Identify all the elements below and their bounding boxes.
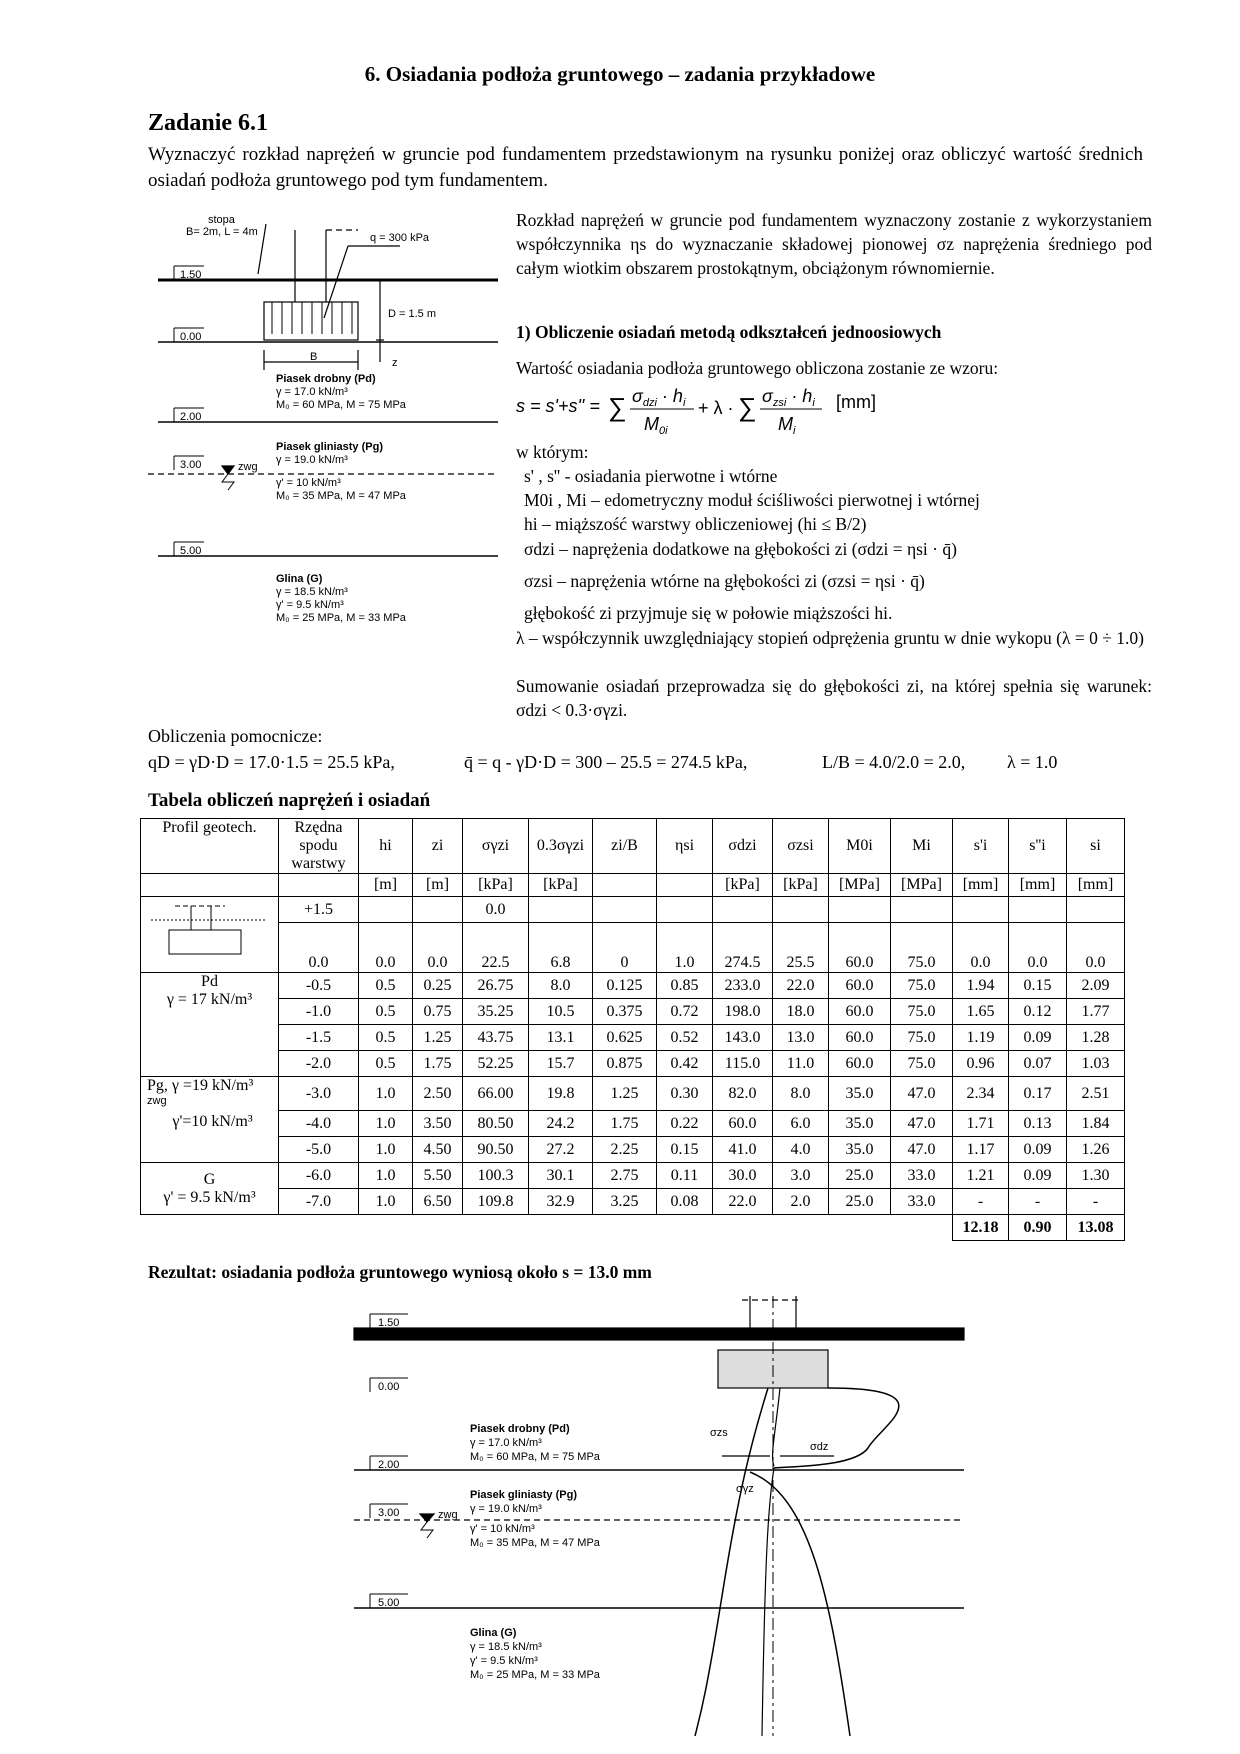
table-cell: 0.5 <box>359 973 413 999</box>
table-cell: 35.25 <box>463 999 529 1025</box>
table-cell: 1.0 <box>359 1189 413 1215</box>
soil1-gamma: γ = 17.0 kN/m³ <box>276 386 348 398</box>
table-row <box>141 1111 1125 1137</box>
level-1: 1.50 <box>180 269 202 281</box>
table-cell: 52.25 <box>463 1051 529 1077</box>
sigma-zs-label: σzs <box>710 1427 728 1439</box>
table-cell: 82.0 <box>713 1077 773 1111</box>
table-cell: 0.08 <box>657 1189 713 1215</box>
table-cell: 5.50 <box>413 1163 463 1189</box>
table-cell: 6.8 <box>529 923 593 973</box>
table-row <box>141 1137 1125 1163</box>
table-cell: -1.5 <box>279 1025 359 1051</box>
table-cell: 0.0 <box>1067 923 1125 973</box>
table-cell: 35.0 <box>829 1077 891 1111</box>
fig2-level-2: 0.00 <box>378 1381 400 1393</box>
table-cell: 1.26 <box>1067 1137 1125 1163</box>
table-cell: 0 <box>593 923 657 973</box>
table-cell: 25.5 <box>773 923 829 973</box>
header-cell: Profil geotech. <box>141 819 279 874</box>
soil2-mod: M₀ = 35 MPa, M = 47 MPa <box>276 490 406 502</box>
table-row <box>141 999 1125 1025</box>
fig2-soil1-gamma: γ = 17.0 kN/m³ <box>470 1437 542 1449</box>
fig2-soil2-gamma: γ = 19.0 kN/m³ <box>470 1503 542 1515</box>
table-cell: -0.5 <box>279 973 359 999</box>
table-cell: 32.9 <box>529 1189 593 1215</box>
table-cell: 2.09 <box>1067 973 1125 999</box>
sigma-gz-label: σγz <box>736 1483 754 1495</box>
fig2-soil2-mod: M₀ = 35 MPa, M = 47 MPa <box>470 1537 600 1549</box>
table-cell: 1.03 <box>1067 1051 1125 1077</box>
def-s: s' , s'' - osiadania pierwotne i wtórne <box>524 466 778 486</box>
header-cell: ηsi <box>657 819 713 874</box>
table-cell: 1.75 <box>593 1111 657 1137</box>
table-row <box>141 923 1125 973</box>
table-cell: 2.0 <box>773 1189 829 1215</box>
table-cell: 0.0 <box>413 923 463 973</box>
stress-distribution-figure <box>350 1296 970 1736</box>
unit-cell: [mm] <box>1009 874 1067 897</box>
table-cell: 0.0 <box>1009 923 1067 973</box>
table-cell: 22.0 <box>713 1189 773 1215</box>
table-cell: 0.15 <box>1009 973 1067 999</box>
table-cell: 30.1 <box>529 1163 593 1189</box>
table-cell: 60.0 <box>829 923 891 973</box>
table-cell: -2.0 <box>279 1051 359 1077</box>
table-cell: 1.25 <box>593 1077 657 1111</box>
table-cell: 13.1 <box>529 1025 593 1051</box>
unit-cell: [kPa] <box>529 874 593 897</box>
soil3-gamma: γ = 18.5 kN/m³ <box>276 586 348 598</box>
table-cell: 90.50 <box>463 1137 529 1163</box>
soil3-mod: M₀ = 25 MPa, M = 33 MPa <box>276 612 406 624</box>
table-cell: 33.0 <box>891 1163 953 1189</box>
table-cell: 0.75 <box>413 999 463 1025</box>
table-cell: 0.07 <box>1009 1051 1067 1077</box>
table-cell: 3.50 <box>413 1111 463 1137</box>
table-cell: 1.17 <box>953 1137 1009 1163</box>
table-cell: 1.28 <box>1067 1025 1125 1051</box>
unit-cell: [MPa] <box>891 874 953 897</box>
table-cell: -4.0 <box>279 1111 359 1137</box>
level-5: 5.00 <box>180 545 202 557</box>
table-cell: 43.75 <box>463 1025 529 1051</box>
profile-g-name: G <box>203 1170 216 1188</box>
table-header-row <box>141 819 1125 874</box>
fig2-soil3-mod: M₀ = 25 MPa, M = 33 MPa <box>470 1669 600 1681</box>
table-cell: 0.0 <box>279 923 359 973</box>
svg-text:∑: ∑ <box>738 392 757 422</box>
header-cell: zi/B <box>593 819 657 874</box>
table-caption: Tabela obliczeń naprężeń i osiadań <box>148 790 431 811</box>
formula-unit: [mm] <box>836 392 876 412</box>
header-cell: si <box>1067 819 1125 874</box>
table-total-row <box>141 1215 1125 1241</box>
table-cell: 22.0 <box>773 973 829 999</box>
fig2-soil3-gamma-prime: γ' = 9.5 kN/m³ <box>470 1655 538 1667</box>
table-cell: 0.42 <box>657 1051 713 1077</box>
table-row <box>141 1189 1125 1215</box>
result-text: Rezultat: osiadania podłoża gruntowego wyniosą około s = 13.0 mm <box>148 1262 652 1282</box>
profile-g <box>141 1163 279 1215</box>
table-cell: 0.30 <box>657 1077 713 1111</box>
svg-text:∑: ∑ <box>608 392 627 422</box>
table-cell: 233.0 <box>713 973 773 999</box>
header-cell: 0.3σγzi <box>529 819 593 874</box>
where-label: w którym: <box>516 442 589 462</box>
table-cell: -6.0 <box>279 1163 359 1189</box>
table-cell: 1.0 <box>359 1077 413 1111</box>
table-cell: 10.5 <box>529 999 593 1025</box>
method-heading: 1) Obliczenie osiadań metodą odkształceń jednoosiowych <box>516 322 942 342</box>
table-cell: 0.13 <box>1009 1111 1067 1137</box>
table-row <box>141 1163 1125 1189</box>
b-label: B <box>310 351 318 363</box>
header-cell: Rzędna spodu warstwy <box>279 819 359 874</box>
table-row <box>141 1025 1125 1051</box>
method-paragraph: Rozkład naprężeń w gruncie pod fundamentem wyznaczony zostanie z wykorzystaniem współczynnika ηs do wyznaczanie składowej pionowej σz naprężenia średniego pod całym wiotkim obszarem prostokątnym, obciążonym równomiernie. <box>516 210 1152 278</box>
def-depth: głębokość zi przyjmuje się w połowie miąższości hi. <box>524 603 893 623</box>
soil1-mod: M₀ = 60 MPa, M = 75 MPa <box>276 399 406 411</box>
table-cell: 109.8 <box>463 1189 529 1215</box>
fig2-level-3: 2.00 <box>378 1459 400 1471</box>
table-cell <box>413 897 463 923</box>
table-cell: 60.0 <box>829 1051 891 1077</box>
def-thickness: hi – miąższość warstwy obliczeniowej (hi ≤ B/2) <box>524 514 867 534</box>
table-cell: 60.0 <box>829 999 891 1025</box>
table-cell: 80.50 <box>463 1111 529 1137</box>
header-cell: M0i <box>829 819 891 874</box>
task-title: Zadanie 6.1 <box>148 110 269 136</box>
calc-table <box>140 818 1125 1241</box>
table-cell: 60.0 <box>829 973 891 999</box>
table-cell: 0.0 <box>359 923 413 973</box>
table-cell: 0.0 <box>463 897 529 923</box>
fig2-soil1-name: Piasek drobny (Pd) <box>470 1423 570 1435</box>
table-cell: 0.125 <box>593 973 657 999</box>
level-3: 2.00 <box>180 411 202 423</box>
table-cell: 19.8 <box>529 1077 593 1111</box>
table-cell: 22.5 <box>463 923 529 973</box>
svg-text:σdzi · hi: $\sigma_{dzi} \cdot h_i$ <box>632 386 686 409</box>
svg-text:σzsi · hi: $\sigma_{zsi} \cdot h_i$ <box>762 386 815 409</box>
profile-pd-gamma: γ = 17 kN/m³ <box>166 991 253 1008</box>
table-cell: 0.96 <box>953 1051 1009 1077</box>
table-cell: 2.25 <box>593 1137 657 1163</box>
table-cell: 33.0 <box>891 1189 953 1215</box>
table-cell: - <box>1067 1189 1125 1215</box>
fig2-level-1: 1.50 <box>378 1317 400 1329</box>
table-cell: 6.50 <box>413 1189 463 1215</box>
table-cell: 0.15 <box>657 1137 713 1163</box>
soil2-gamma: γ = 19.0 kN/m³ <box>276 454 348 466</box>
table-cell: 0.09 <box>1009 1163 1067 1189</box>
header-cell: σzsi <box>773 819 829 874</box>
table-cell: 0.25 <box>413 973 463 999</box>
table-cell: 30.0 <box>713 1163 773 1189</box>
table-cell: 0.09 <box>1009 1025 1067 1051</box>
table-cell: 8.0 <box>529 973 593 999</box>
fig2-soil2-gamma-prime: γ' = 10 kN/m³ <box>470 1523 535 1535</box>
fig2-level-5: 5.00 <box>378 1597 400 1609</box>
table-cell: 2.51 <box>1067 1077 1125 1111</box>
table-cell: 0.09 <box>1009 1137 1067 1163</box>
table-cell: 4.0 <box>773 1137 829 1163</box>
header-cell: hi <box>359 819 413 874</box>
def-sigma-dz: σdzi – naprężenia dodatkowe na głębokości zi (σdzi = ηsi · q̄) <box>524 539 957 559</box>
unit-cell <box>657 874 713 897</box>
table-cell: 75.0 <box>891 1025 953 1051</box>
unit-cell: [MPa] <box>829 874 891 897</box>
header-cell: s''i <box>1009 819 1067 874</box>
unit-cell: [mm] <box>953 874 1009 897</box>
unit-cell <box>279 874 359 897</box>
table-cell: 0.5 <box>359 1025 413 1051</box>
table-cell: 75.0 <box>891 973 953 999</box>
profile-pd <box>141 973 279 1077</box>
table-cell: 1.0 <box>359 1137 413 1163</box>
table-cell: 274.5 <box>713 923 773 973</box>
table-cell: 0.5 <box>359 1051 413 1077</box>
table-cell: 27.2 <box>529 1137 593 1163</box>
header-cell: zi <box>413 819 463 874</box>
table-cell: 8.0 <box>773 1077 829 1111</box>
table-cell: 2.75 <box>593 1163 657 1189</box>
svg-text:M0i: $M_{0i}$ <box>644 414 668 437</box>
table-cell: 15.7 <box>529 1051 593 1077</box>
unit-cell <box>593 874 657 897</box>
soil2-name: Piasek gliniasty (Pg) <box>276 441 383 453</box>
table-cell: 3.0 <box>773 1163 829 1189</box>
table-cell: 75.0 <box>891 999 953 1025</box>
table-row <box>141 1077 1125 1111</box>
level-4: 3.00 <box>180 459 202 471</box>
soil2-gamma-prime: γ' = 10 kN/m³ <box>276 477 341 489</box>
table-row <box>141 897 1125 923</box>
table-cell: -1.0 <box>279 999 359 1025</box>
profile-foundation-sketch <box>141 897 279 973</box>
helper-label: Obliczenia pomocnicze: <box>148 726 323 746</box>
table-cell <box>359 897 413 923</box>
table-cell: 47.0 <box>891 1111 953 1137</box>
table-cell: 47.0 <box>891 1137 953 1163</box>
header-cell: Mi <box>891 819 953 874</box>
table-cell: 35.0 <box>829 1111 891 1137</box>
table-cell: 1.0 <box>359 1163 413 1189</box>
table-cell: 1.30 <box>1067 1163 1125 1189</box>
soil3-gamma-prime: γ' = 9.5 kN/m³ <box>276 599 344 611</box>
table-cell: 1.94 <box>953 973 1009 999</box>
stopa-label: stopa <box>208 214 235 226</box>
table-cell: 0.72 <box>657 999 713 1025</box>
page-title: 6. Osiadania podłoża gruntowego – zadania przykładowe <box>364 62 876 86</box>
table-cell: - <box>953 1189 1009 1215</box>
table-cell: 0.22 <box>657 1111 713 1137</box>
fig2-soil3-name: Glina (G) <box>470 1627 517 1639</box>
table-cell: 47.0 <box>891 1077 953 1111</box>
def-lambda: λ – współczynnik uwzględniający stopień odprężenia gruntu w dnie wykopu (λ = 0 ÷ 1.0) <box>516 628 1144 648</box>
total-s2: 0.90 <box>1009 1215 1067 1241</box>
table-cell: 1.19 <box>953 1025 1009 1051</box>
table-cell: 0.85 <box>657 973 713 999</box>
table-cell: 1.21 <box>953 1163 1009 1189</box>
table-cell: 0.375 <box>593 999 657 1025</box>
helper-qd: qD = γD·D = 17.0·1.5 = 25.5 kPa, <box>148 752 395 772</box>
table-row <box>141 1051 1125 1077</box>
formula-intro: Wartość osiadania podłoża gruntowego obliczona zostanie ze wzoru: <box>516 358 999 378</box>
svg-text:Mi: $M_i$ <box>778 414 796 437</box>
unit-cell <box>141 874 279 897</box>
table-cell: 75.0 <box>891 923 953 973</box>
profile-pg-zwg: zwg <box>147 1095 167 1107</box>
table-cell: 1.25 <box>413 1025 463 1051</box>
table-units-row <box>141 874 1125 897</box>
dims-label: B= 2m, L = 4m <box>186 226 258 238</box>
table-cell: 4.50 <box>413 1137 463 1163</box>
table-row <box>141 973 1125 999</box>
svg-text:s = s'+s'' =: s = s'+s'' = <box>516 396 600 416</box>
soil3-name: Glina (G) <box>276 573 323 585</box>
table-cell: 143.0 <box>713 1025 773 1051</box>
table-cell: 6.0 <box>773 1111 829 1137</box>
foundation-figure <box>148 210 508 640</box>
profile-pg-gamma: γ'=10 kN/m³ <box>172 1113 253 1130</box>
def-sigma-zs: σzsi – naprężenia wtórne na głębokości zi (σzsi = ηsi · q̄) <box>524 571 925 591</box>
table-cell: 198.0 <box>713 999 773 1025</box>
total-s1: 12.18 <box>953 1215 1009 1241</box>
table-cell: 2.34 <box>953 1077 1009 1111</box>
table-cell: 13.0 <box>773 1025 829 1051</box>
fig2-soil1-mod: M₀ = 60 MPa, M = 75 MPa <box>470 1451 600 1463</box>
table-cell: 1.0 <box>657 923 713 973</box>
table-cell: 35.0 <box>829 1137 891 1163</box>
unit-cell: [m] <box>359 874 413 897</box>
table-cell: 1.75 <box>413 1051 463 1077</box>
table-cell: 41.0 <box>713 1137 773 1163</box>
profile-pg <box>141 1077 279 1163</box>
helper-lambda: λ = 1.0 <box>1007 752 1058 772</box>
profile-pd-name: Pd <box>201 973 218 990</box>
svg-text:+ λ ·: + λ · <box>698 398 734 418</box>
helper-qbar: q̄ = q - γD·D = 300 – 25.5 = 274.5 kPa, <box>464 752 748 772</box>
profile-pg-name: Pg, γ =19 kN/m³ <box>147 1077 254 1094</box>
table-cell: +1.5 <box>279 897 359 923</box>
intro-paragraph: Wyznaczyć rozkład naprężeń w gruncie pod fundamentem przedstawionym na rysunku poniżej oraz obliczyć wartość średnich osiadań podłoża gruntowego pod tym fundamentem. <box>148 144 1143 191</box>
table-cell: 0.5 <box>359 999 413 1025</box>
table-cell: 1.65 <box>953 999 1009 1025</box>
table-cell: 3.25 <box>593 1189 657 1215</box>
table-cell: 60.0 <box>829 1025 891 1051</box>
table-cell: 0.52 <box>657 1025 713 1051</box>
table-cell: 0.625 <box>593 1025 657 1051</box>
unit-cell: [mm] <box>1067 874 1125 897</box>
unit-cell: [m] <box>413 874 463 897</box>
table-cell: - <box>1009 1189 1067 1215</box>
table-cell: 1.77 <box>1067 999 1125 1025</box>
fig2-level-4: 3.00 <box>378 1507 400 1519</box>
helper-lb: L/B = 4.0/2.0 = 2.0, <box>822 752 966 772</box>
table-cell: 1.0 <box>359 1111 413 1137</box>
table-cell: 25.0 <box>829 1189 891 1215</box>
table-cell: 25.0 <box>829 1163 891 1189</box>
header-cell: σdzi <box>713 819 773 874</box>
fig2-soil3-gamma: γ = 18.5 kN/m³ <box>470 1641 542 1653</box>
unit-cell: [kPa] <box>713 874 773 897</box>
zwg-label: zwg <box>238 461 258 473</box>
fig2-zwg: zwg <box>438 1509 458 1521</box>
table-cell: 1.71 <box>953 1111 1009 1137</box>
table-cell: 0.11 <box>657 1163 713 1189</box>
profile-g-gamma: γ' = 9.5 kN/m³ <box>163 1188 256 1206</box>
summation-rule: Sumowanie osiadań przeprowadza się do głębokości zi, na której spełnia się warunek: σdzi < 0.3·σγzi. <box>516 676 1152 720</box>
table-cell: 115.0 <box>713 1051 773 1077</box>
table-cell: 0.12 <box>1009 999 1067 1025</box>
table-cell: 66.00 <box>463 1077 529 1111</box>
total-s: 13.08 <box>1067 1215 1125 1241</box>
table-cell: 100.3 <box>463 1163 529 1189</box>
table-cell: 18.0 <box>773 999 829 1025</box>
z-label: z <box>392 357 398 369</box>
level-2: 0.00 <box>180 331 202 343</box>
table-cell: 26.75 <box>463 973 529 999</box>
unit-cell: [kPa] <box>773 874 829 897</box>
soil1-name: Piasek drobny (Pd) <box>276 373 376 385</box>
table-cell: 2.50 <box>413 1077 463 1111</box>
table-cell: 75.0 <box>891 1051 953 1077</box>
header-cell: σγzi <box>463 819 529 874</box>
load-label: q = 300 kPa <box>370 232 430 244</box>
table-cell: 11.0 <box>773 1051 829 1077</box>
unit-cell: [kPa] <box>463 874 529 897</box>
table-cell: 24.2 <box>529 1111 593 1137</box>
depth-label: D = 1.5 m <box>388 308 436 320</box>
fig2-soil2-name: Piasek gliniasty (Pg) <box>470 1489 577 1501</box>
table-cell: -5.0 <box>279 1137 359 1163</box>
table-cell: 0.875 <box>593 1051 657 1077</box>
table-cell: 1.84 <box>1067 1111 1125 1137</box>
sigma-dz-label: σdz <box>810 1441 829 1453</box>
table-cell: -3.0 <box>279 1077 359 1111</box>
settlement-formula <box>516 382 916 438</box>
table-cell: 60.0 <box>713 1111 773 1137</box>
header-cell: s'i <box>953 819 1009 874</box>
table-cell: -7.0 <box>279 1189 359 1215</box>
table-cell: 0.0 <box>953 923 1009 973</box>
def-modulus: M0i , Mi – edometryczny moduł ściśliwości pierwotnej i wtórnej <box>524 490 980 510</box>
table-cell: 0.17 <box>1009 1077 1067 1111</box>
